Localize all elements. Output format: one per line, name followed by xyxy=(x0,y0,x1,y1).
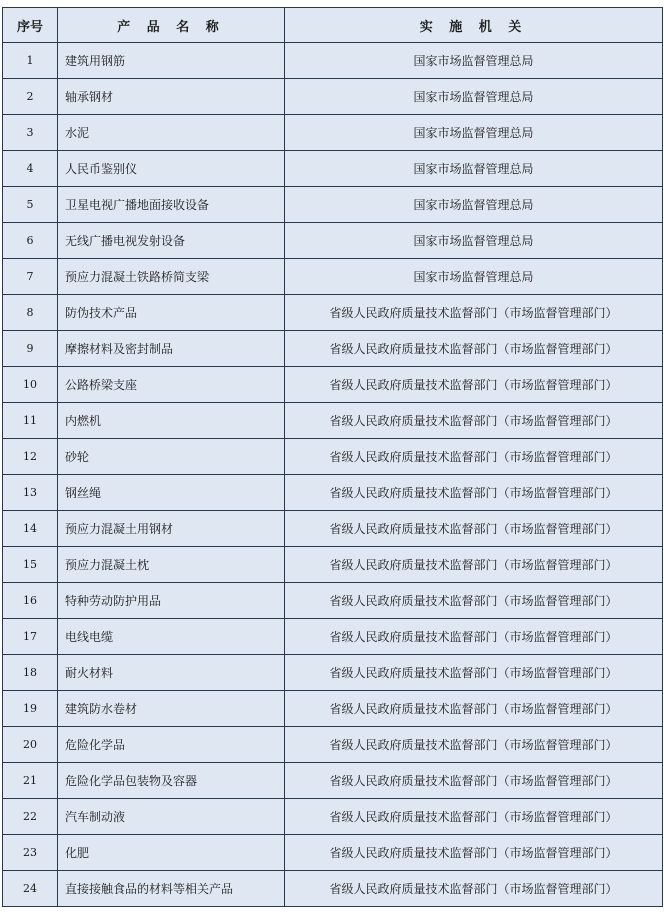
row-implementing-agency: 省级人民政府质量技术监督部门（市场监督管理部门） xyxy=(285,727,663,763)
row-product-name: 建筑用钢筋 xyxy=(58,43,285,79)
header-row xyxy=(3,8,663,43)
row-implementing-agency: 省级人民政府质量技术监督部门（市场监督管理部门） xyxy=(285,439,663,475)
row-serial-number: 22 xyxy=(3,799,58,835)
row-serial-number: 13 xyxy=(3,475,58,511)
header-implementing-agency: 实 施 机 关 xyxy=(285,8,663,43)
row-serial-number: 14 xyxy=(3,511,58,547)
row-serial-number: 6 xyxy=(3,223,58,259)
table-row xyxy=(3,871,663,907)
row-serial-number: 4 xyxy=(3,151,58,187)
row-implementing-agency: 国家市场监督管理总局 xyxy=(285,43,663,79)
table-row xyxy=(3,259,663,295)
table-row xyxy=(3,223,663,259)
row-implementing-agency: 省级人民政府质量技术监督部门（市场监督管理部门） xyxy=(285,763,663,799)
table-row xyxy=(3,763,663,799)
row-serial-number: 1 xyxy=(3,43,58,79)
row-product-name: 无线广播电视发射设备 xyxy=(58,223,285,259)
row-product-name: 危险化学品包装物及容器 xyxy=(58,763,285,799)
row-product-name: 公路桥梁支座 xyxy=(58,367,285,403)
row-product-name: 化肥 xyxy=(58,835,285,871)
table-row xyxy=(3,187,663,223)
row-product-name: 钢丝绳 xyxy=(58,475,285,511)
row-serial-number: 9 xyxy=(3,331,58,367)
table-row xyxy=(3,547,663,583)
row-serial-number: 20 xyxy=(3,727,58,763)
table-row xyxy=(3,439,663,475)
row-product-name: 轴承钢材 xyxy=(58,79,285,115)
row-implementing-agency: 省级人民政府质量技术监督部门（市场监督管理部门） xyxy=(285,619,663,655)
row-product-name: 建筑防水卷材 xyxy=(58,691,285,727)
row-serial-number: 10 xyxy=(3,367,58,403)
row-product-name: 砂轮 xyxy=(58,439,285,475)
product-license-table xyxy=(2,7,663,907)
table-row xyxy=(3,475,663,511)
row-serial-number: 18 xyxy=(3,655,58,691)
row-implementing-agency: 省级人民政府质量技术监督部门（市场监督管理部门） xyxy=(285,367,663,403)
row-serial-number: 17 xyxy=(3,619,58,655)
row-implementing-agency: 国家市场监督管理总局 xyxy=(285,187,663,223)
row-product-name: 摩擦材料及密封制品 xyxy=(58,331,285,367)
row-implementing-agency: 省级人民政府质量技术监督部门（市场监督管理部门） xyxy=(285,655,663,691)
table-row xyxy=(3,727,663,763)
row-serial-number: 7 xyxy=(3,259,58,295)
row-serial-number: 23 xyxy=(3,835,58,871)
row-product-name: 预应力混凝土用钢材 xyxy=(58,511,285,547)
row-serial-number: 3 xyxy=(3,115,58,151)
row-serial-number: 11 xyxy=(3,403,58,439)
row-implementing-agency: 省级人民政府质量技术监督部门（市场监督管理部门） xyxy=(285,691,663,727)
row-serial-number: 19 xyxy=(3,691,58,727)
table-row xyxy=(3,295,663,331)
row-product-name: 耐火材料 xyxy=(58,655,285,691)
header-product-name: 产 品 名 称 xyxy=(58,8,285,43)
row-implementing-agency: 省级人民政府质量技术监督部门（市场监督管理部门） xyxy=(285,871,663,907)
table-row xyxy=(3,655,663,691)
row-product-name: 特种劳动防护用品 xyxy=(58,583,285,619)
row-implementing-agency: 国家市场监督管理总局 xyxy=(285,223,663,259)
row-implementing-agency: 省级人民政府质量技术监督部门（市场监督管理部门） xyxy=(285,331,663,367)
row-implementing-agency: 国家市场监督管理总局 xyxy=(285,115,663,151)
row-product-name: 卫星电视广播地面接收设备 xyxy=(58,187,285,223)
row-implementing-agency: 省级人民政府质量技术监督部门（市场监督管理部门） xyxy=(285,547,663,583)
table-row xyxy=(3,79,663,115)
row-product-name: 预应力混凝土铁路桥简支梁 xyxy=(58,259,285,295)
row-implementing-agency: 国家市场监督管理总局 xyxy=(285,151,663,187)
row-product-name: 防伪技术产品 xyxy=(58,295,285,331)
row-product-name: 汽车制动液 xyxy=(58,799,285,835)
row-product-name: 预应力混凝土枕 xyxy=(58,547,285,583)
row-product-name: 危险化学品 xyxy=(58,727,285,763)
row-serial-number: 12 xyxy=(3,439,58,475)
row-implementing-agency: 省级人民政府质量技术监督部门（市场监督管理部门） xyxy=(285,583,663,619)
table-row xyxy=(3,835,663,871)
header-serial-number: 序号 xyxy=(3,8,58,43)
table-row xyxy=(3,799,663,835)
row-product-name: 水泥 xyxy=(58,115,285,151)
table-row xyxy=(3,43,663,79)
row-implementing-agency: 省级人民政府质量技术监督部门（市场监督管理部门） xyxy=(285,403,663,439)
row-implementing-agency: 国家市场监督管理总局 xyxy=(285,79,663,115)
table-row xyxy=(3,511,663,547)
row-product-name: 人民币鉴别仪 xyxy=(58,151,285,187)
table-row xyxy=(3,115,663,151)
table-row xyxy=(3,331,663,367)
row-serial-number: 16 xyxy=(3,583,58,619)
row-product-name: 直接接触食品的材料等相关产品 xyxy=(58,871,285,907)
table-row xyxy=(3,151,663,187)
table-row xyxy=(3,403,663,439)
table-row xyxy=(3,367,663,403)
row-serial-number: 5 xyxy=(3,187,58,223)
row-serial-number: 8 xyxy=(3,295,58,331)
row-serial-number: 15 xyxy=(3,547,58,583)
row-implementing-agency: 省级人民政府质量技术监督部门（市场监督管理部门） xyxy=(285,799,663,835)
table-row xyxy=(3,619,663,655)
row-product-name: 电线电缆 xyxy=(58,619,285,655)
row-implementing-agency: 省级人民政府质量技术监督部门（市场监督管理部门） xyxy=(285,835,663,871)
row-implementing-agency: 省级人民政府质量技术监督部门（市场监督管理部门） xyxy=(285,475,663,511)
row-implementing-agency: 省级人民政府质量技术监督部门（市场监督管理部门） xyxy=(285,295,663,331)
row-serial-number: 24 xyxy=(3,871,58,907)
table-header xyxy=(3,8,663,43)
table-row xyxy=(3,583,663,619)
row-serial-number: 2 xyxy=(3,79,58,115)
row-product-name: 内燃机 xyxy=(58,403,285,439)
row-serial-number: 21 xyxy=(3,763,58,799)
row-implementing-agency: 省级人民政府质量技术监督部门（市场监督管理部门） xyxy=(285,511,663,547)
row-implementing-agency: 国家市场监督管理总局 xyxy=(285,259,663,295)
table-row xyxy=(3,691,663,727)
table-body xyxy=(3,43,663,907)
